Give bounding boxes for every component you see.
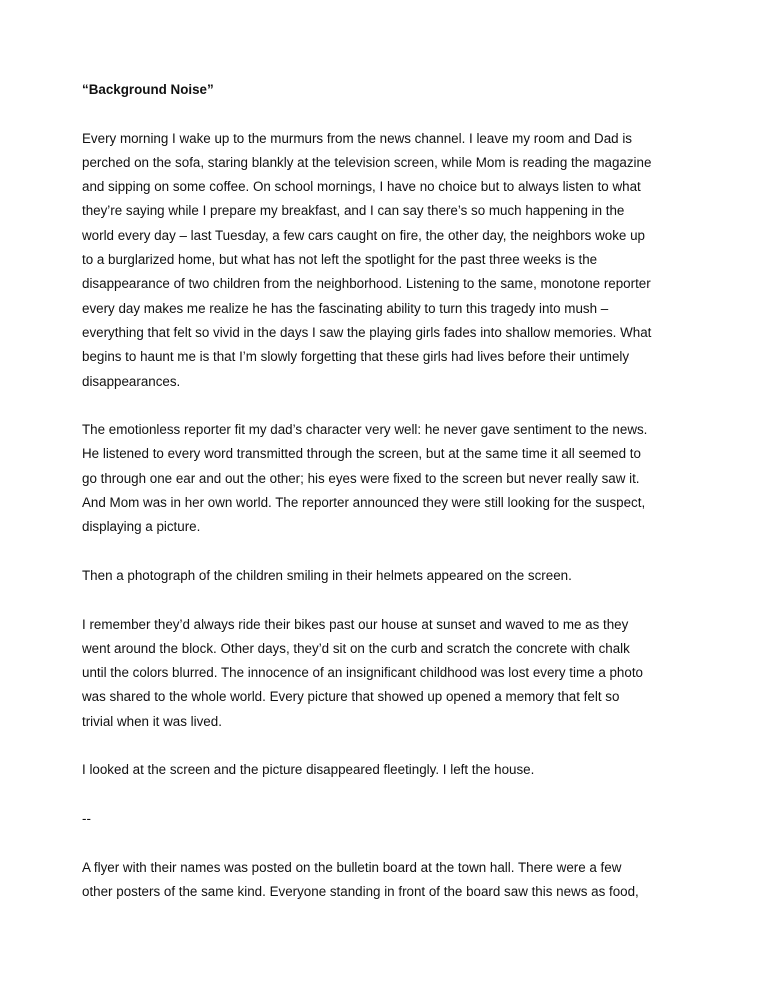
text-line: Then a photograph of the children smiling in their helmets appeared on the screen. [82,567,572,583]
document-title: “Background Noise” [82,82,214,97]
text-line: perched on the sofa, staring blankly at the television screen, while Mom is reading the magazine [82,154,652,170]
text-line: He listened to every word transmitted through the screen, but at the same time it all seemed to [82,446,641,462]
text-line: The emotionless reporter fit my dad’s character very well: he never gave sentiment to the news. [82,422,648,438]
text-line: and sipping on some coffee. On school mornings, I have no choice but to always listen to what [82,179,641,195]
paragraph [82,418,694,539]
text-line: disappearance of two children from the neighborhood. Listening to the same, monotone reporter [82,276,651,292]
text-line: until the colors blurred. The innocence of an insignificant childhood was lost every time a photo [82,665,643,681]
paragraph [82,564,694,588]
text-line: was shared to the whole world. Every picture that showed up opened a memory that felt so [82,689,620,705]
text-line: they’re saying while I prepare my breakfast, and I can say there’s so much happening in the [82,203,625,219]
paragraph [82,807,694,831]
text-line: other posters of the same kind. Everyone standing in front of the board saw this news as food, [82,883,639,899]
text-line: every day makes me realize he has the fascinating ability to turn this tragedy into mush – [82,300,609,316]
text-line: everything that felt so vivid in the days I saw the playing girls fades into shallow memories. What [82,324,652,340]
text-line: world every day – last Tuesday, a few cars caught on fire, the other day, the neighbors woke up [82,227,645,243]
text-line: disappearances. [82,373,181,389]
paragraph [82,856,694,905]
text-line: trivial when it was lived. [82,713,222,729]
document-page [82,78,694,928]
text-line: -- [82,810,91,826]
text-line: A flyer with their names was posted on the bulletin board at the town hall. There were a few [82,859,622,875]
paragraph [82,613,694,734]
text-line: I looked at the screen and the picture disappeared fleetingly. I left the house. [82,762,535,778]
paragraph [82,127,694,394]
text-line: go through one ear and out the other; his eyes were fixed to the screen but never really saw it. [82,470,640,486]
paragraph [82,758,694,782]
text-line: And Mom was in her own world. The reporter announced they were still looking for the suspect, [82,495,646,511]
document-body [82,127,694,905]
text-line: to a burglarized home, but what has not left the spotlight for the past three weeks is the [82,252,598,268]
text-line: I remember they’d always ride their bikes past our house at sunset and waved to me as they [82,616,629,632]
text-line: displaying a picture. [82,519,201,535]
text-line: begins to haunt me is that I’m slowly forgetting that these girls had lives before their untimely [82,349,630,365]
text-line: went around the block. Other days, they’d sit on the curb and scratch the concrete with chalk [82,640,630,656]
text-line: Every morning I wake up to the murmurs from the news channel. I leave my room and Dad is [82,130,632,146]
